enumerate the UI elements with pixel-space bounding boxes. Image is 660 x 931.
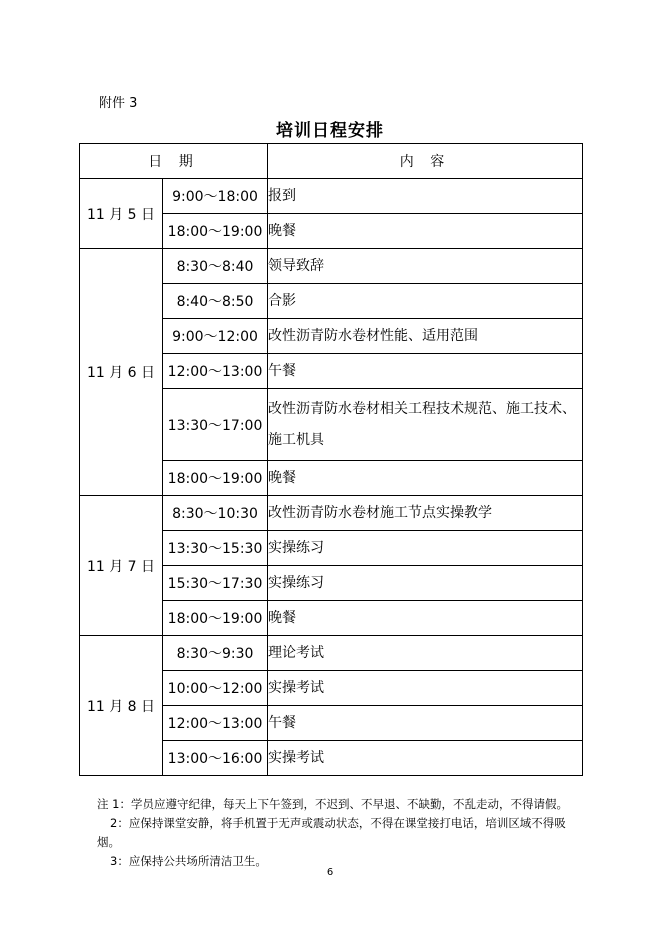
time-cell: 12:00～13:00 <box>163 354 268 389</box>
schedule-table <box>79 143 583 776</box>
time-cell: 18:00～19:00 <box>163 601 268 636</box>
time-cell: 13:00～16:00 <box>163 741 268 776</box>
document-title: 培训日程安排 <box>276 121 384 141</box>
content-cell: 晚餐 <box>268 214 583 249</box>
date-cell: 11 月 6 日 <box>80 249 163 496</box>
content-header: 内 容 <box>268 144 583 179</box>
table-row <box>80 636 583 671</box>
table-row <box>80 496 583 531</box>
content-cell: 午餐 <box>268 354 583 389</box>
table-row <box>80 179 583 214</box>
content-cell: 改性沥青防水卷材施工节点实操教学 <box>268 496 583 531</box>
date-cell: 11 月 8 日 <box>80 636 163 776</box>
time-cell: 12:00～13:00 <box>163 706 268 741</box>
time-cell: 18:00～19:00 <box>163 214 268 249</box>
table-row <box>80 249 583 284</box>
content-cell: 实操考试 <box>268 671 583 706</box>
date-cell: 11 月 5 日 <box>80 179 163 249</box>
note-item: 注 1：学员应遵守纪律，每天上下午签到，不迟到、不早退、不缺勤，不乱走动，不得请假。 <box>97 797 568 811</box>
time-cell: 9:00～18:00 <box>163 179 268 214</box>
time-cell: 8:30～10:30 <box>163 496 268 531</box>
page-number: 6 <box>326 867 334 878</box>
notes-section <box>97 795 587 871</box>
note-item: 3：应保持公共场所清洁卫生。 <box>110 854 267 868</box>
content-cell: 午餐 <box>268 706 583 741</box>
attachment-label: 附件 3 <box>99 96 138 111</box>
content-cell: 改性沥青防水卷材相关工程技术规范、施工技术、施工机具 <box>268 389 583 461</box>
content-cell: 改性沥青防水卷材性能、适用范围 <box>268 319 583 354</box>
table-header-row <box>80 144 583 179</box>
time-cell: 15:30～17:30 <box>163 566 268 601</box>
content-cell: 实操练习 <box>268 531 583 566</box>
content-cell: 合影 <box>268 284 583 319</box>
time-cell: 10:00～12:00 <box>163 671 268 706</box>
content-cell: 晚餐 <box>268 461 583 496</box>
time-cell: 13:30～17:00 <box>163 389 268 461</box>
time-cell: 18:00～19:00 <box>163 461 268 496</box>
note-item: 2：应保持课堂安静，将手机置于无声或震动状态，不得在课堂接打电话，培训区域不得吸烟。 <box>97 816 566 849</box>
content-cell: 报到 <box>268 179 583 214</box>
time-cell: 9:00～12:00 <box>163 319 268 354</box>
content-cell: 实操考试 <box>268 741 583 776</box>
time-cell: 8:30～9:30 <box>163 636 268 671</box>
content-cell: 领导致辞 <box>268 249 583 284</box>
date-header: 日 期 <box>80 144 268 179</box>
time-cell: 8:40～8:50 <box>163 284 268 319</box>
time-cell: 8:30～8:40 <box>163 249 268 284</box>
time-cell: 13:30～15:30 <box>163 531 268 566</box>
content-cell: 理论考试 <box>268 636 583 671</box>
content-cell: 实操练习 <box>268 566 583 601</box>
content-cell: 晚餐 <box>268 601 583 636</box>
date-cell: 11 月 7 日 <box>80 496 163 636</box>
